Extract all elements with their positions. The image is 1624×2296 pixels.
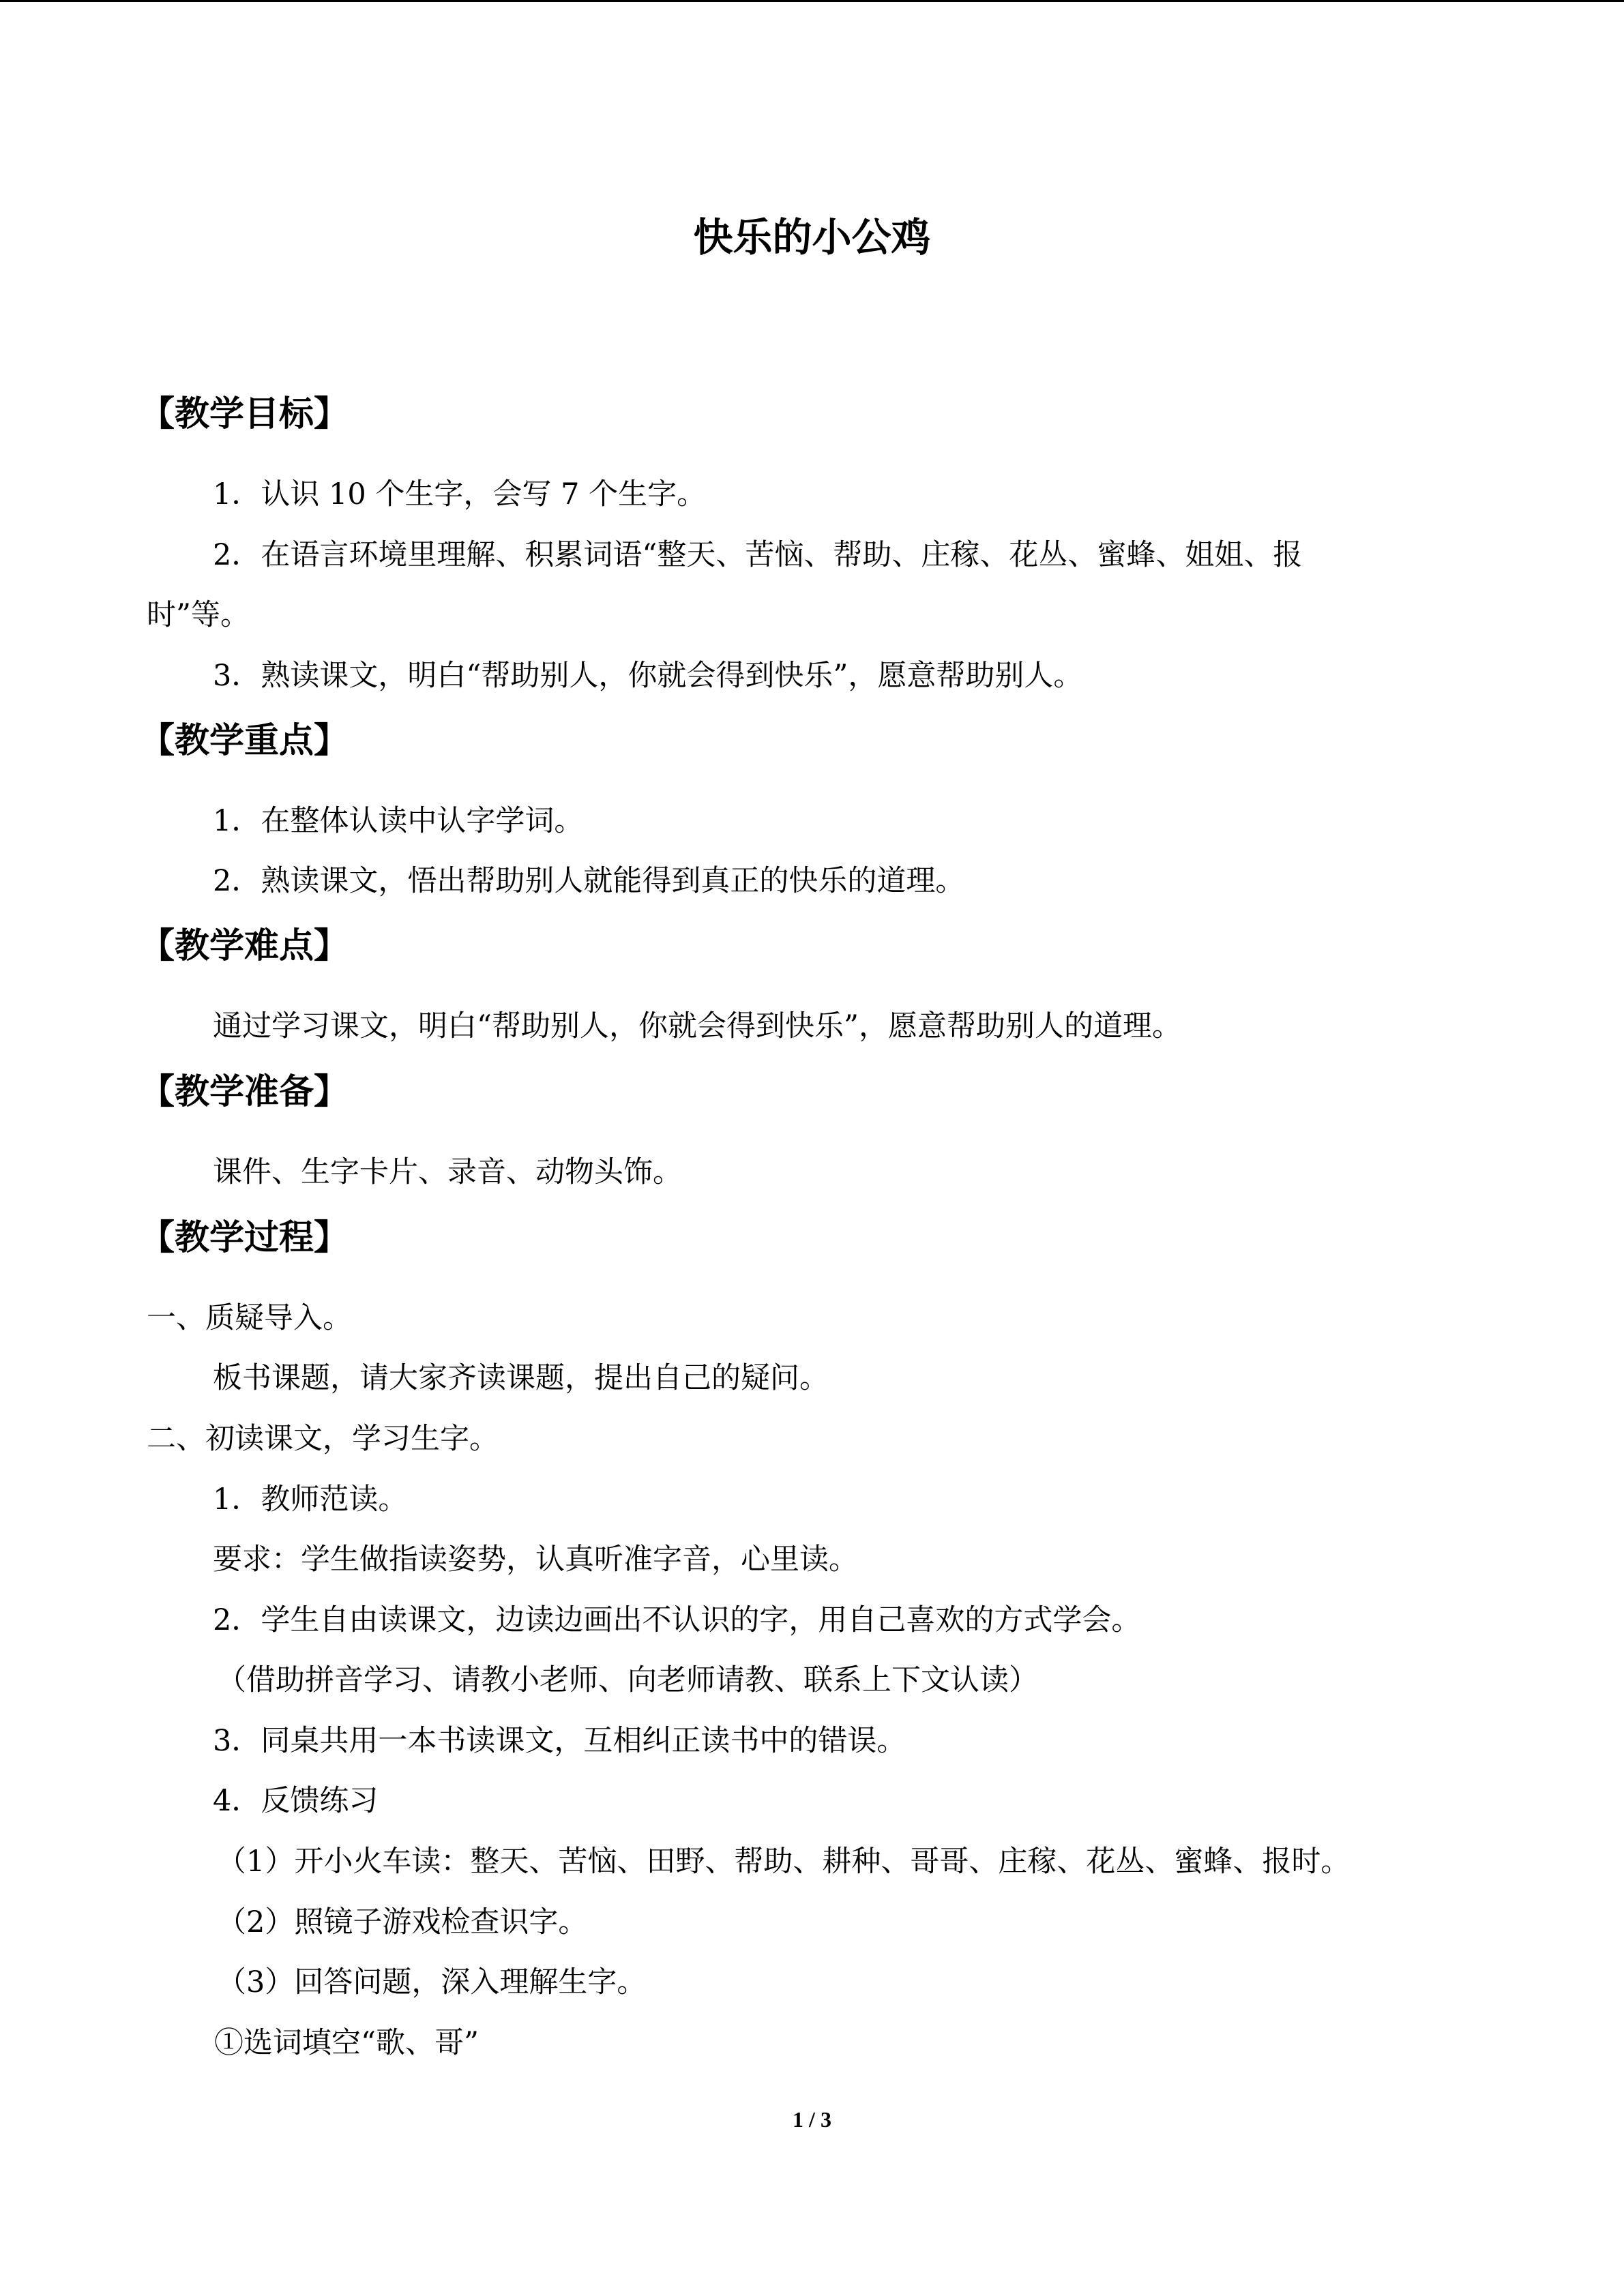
document-title: 快乐的小公鸡 [693, 214, 931, 260]
heading-preparation: 【教学准备】 [140, 1072, 349, 1112]
top-border-line [0, 0, 1624, 2]
heading-key-points: 【教学重点】 [140, 721, 349, 761]
preparation-item-1: 课件、生字卡片、录音、动物头饰。 [213, 1155, 682, 1189]
process-step-2: 二、初读课文，学习生字。 [147, 1422, 499, 1456]
process-step-1-detail: 板书课题，请大家齐读课题，提出自己的疑问。 [213, 1361, 829, 1395]
process-step-1: 一、质疑导入。 [147, 1301, 352, 1335]
heading-difficulties: 【教学难点】 [140, 926, 349, 966]
key-point-item-1: 1．在整体认读中认字学词。 [213, 804, 584, 838]
heading-process: 【教学过程】 [140, 1218, 349, 1258]
page-number: 1 / 3 [793, 2107, 831, 2132]
process-substep-1: 1．教师范读。 [213, 1482, 408, 1517]
difficulty-item-1: 通过学习课文，明白“帮助别人，你就会得到快乐”，愿意帮助别人的道理。 [213, 1009, 1181, 1043]
objective-item-2-continued: 时”等。 [147, 598, 250, 632]
objective-item-2: 2．在语言环境里理解、积累词语“整天、苦恼、帮助、庄稼、花丛、蜜蜂、姐姐、报 [213, 538, 1303, 572]
heading-objectives: 【教学目标】 [140, 394, 349, 434]
process-exercise-3: （3）回答问题，深入理解生字。 [217, 1965, 647, 1999]
objective-item-1: 1．认识 10 个生字，会写 7 个生字。 [213, 477, 707, 511]
process-substep-2-note: （借助拼音学习、请教小老师、向老师请教、联系上下文认读） [217, 1663, 1038, 1697]
process-exercise-1: （1）开小火车读：整天、苦恼、田野、帮助、耕种、哥哥、庄稼、花丛、蜜蜂、报时。 [217, 1845, 1350, 1879]
process-exercise-2: （2）照镜子游戏检查识字。 [217, 1905, 588, 1939]
key-point-item-2: 2．熟读课文，悟出帮助别人就能得到真正的快乐的道理。 [213, 864, 965, 898]
process-exercise-3-item-1: ①选词填空“歌、哥” [214, 2026, 479, 2060]
process-substep-4: 4．反馈练习 [213, 1784, 379, 1818]
process-substep-3: 3．同桌共用一本书读课文，互相纠正读书中的错误。 [213, 1724, 906, 1758]
process-substep-2: 2．学生自由读课文，边读边画出不认识的字，用自己喜欢的方式学会。 [213, 1603, 1141, 1637]
objective-item-3: 3．熟读课文，明白“帮助别人，你就会得到快乐”，愿意帮助别人。 [213, 659, 1083, 693]
process-substep-1-requirement: 要求：学生做指读姿势，认真听准字音，心里读。 [213, 1542, 858, 1577]
